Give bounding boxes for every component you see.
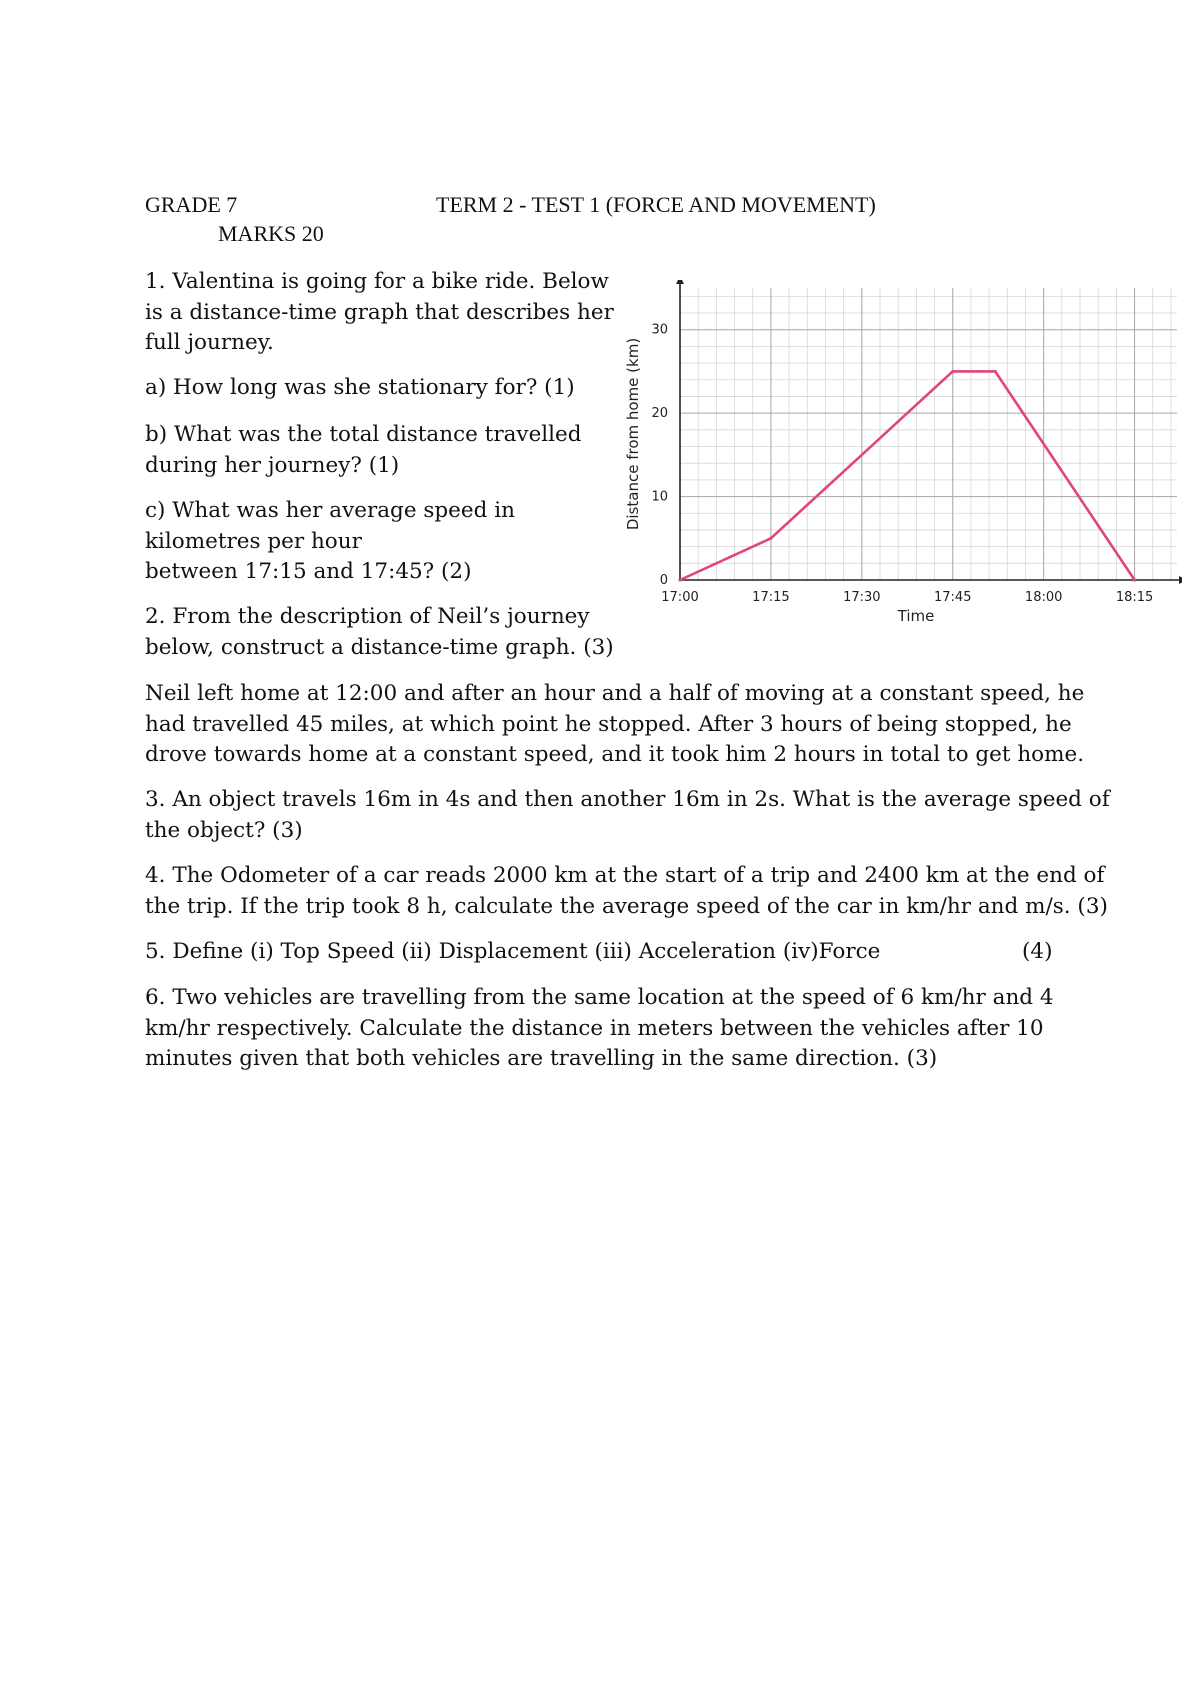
x-tick-label: 18:00 (1024, 590, 1063, 605)
data-point (678, 578, 681, 581)
question-5 (145, 937, 1060, 968)
q6-line: minutes given that both vehicles are travelling in the same direction. (3) (145, 1046, 938, 1071)
grid-major-lines (680, 288, 1177, 580)
q2-prompt-line: 2. From the description of Neil’s journey (145, 604, 590, 629)
q1c-line: c) What was her average speed in (145, 498, 515, 523)
q4-line: the trip. If the trip took 8 h, calculate the average speed of the car in km/hr and m/s. (3) (145, 893, 1108, 919)
q1c-line: between 17:15 and 17:45? (2) (145, 559, 472, 584)
data-point (994, 370, 997, 373)
question-4 (145, 861, 1108, 922)
x-tick-label: 17:00 (661, 590, 699, 605)
question-3 (145, 785, 1110, 846)
q1-intro-line: is a distance-time graph that describes her (145, 299, 614, 325)
x-tick-label: 17:15 (752, 590, 790, 605)
x-tick-label: 17:45 (934, 590, 972, 605)
q2-description-line: had travelled 45 miles, at which point he stopped. After 3 hours of being stopped, he (145, 711, 1072, 737)
q1-intro-line: full journey. (145, 330, 274, 355)
data-point (1133, 578, 1136, 581)
x-axis-arrow-icon (1179, 576, 1182, 584)
grade-label: GRADE 7 (145, 192, 238, 217)
y-tick-label: 20 (651, 406, 668, 422)
question-1 (145, 267, 614, 359)
grid-minor-lines (680, 288, 1177, 580)
y-axis-arrow-icon (676, 280, 684, 284)
marks-label: MARKS 20 (218, 221, 324, 246)
q3-line: 3. An object travels 16m in 4s and then another 16m in 2s. What is the average speed of (145, 787, 1110, 812)
tick-labels (651, 323, 1153, 605)
question-2-description (145, 679, 1085, 771)
term-title: TERM 2 - TEST 1 (FORCE AND MOVEMENT) (436, 192, 876, 217)
x-tick-label: 17:30 (843, 590, 881, 605)
series-line (680, 371, 1135, 580)
q1a-text: a) How long was she stationary for? (1) (145, 375, 575, 400)
series-group (678, 370, 1136, 582)
data-point (769, 537, 772, 540)
y-tick-label: 10 (651, 489, 668, 505)
y-axis-label: Distance from home (km) (624, 337, 642, 531)
question-1b (145, 420, 605, 481)
q1b-line: during her journey? (1) (145, 452, 400, 478)
x-axis-label: Time (897, 607, 935, 625)
q3-line: the object? (3) (145, 817, 303, 843)
question-1c (145, 496, 605, 588)
q5-marks: (4) (1022, 939, 1053, 964)
x-tick-label: 18:15 (1115, 590, 1154, 605)
q6-line: km/hr respectively. Calculate the distance in meters between the vehicles after 10 (145, 1015, 1044, 1041)
q6-line: 6. Two vehicles are travelling from the same location at the speed of 6 km/hr and 4 (145, 985, 1054, 1010)
data-point (951, 370, 954, 373)
q1c-line: kilometres per hour (145, 528, 362, 554)
question-2-prompt (145, 602, 614, 663)
question-6 (145, 983, 1060, 1075)
q4-line: 4. The Odometer of a car reads 2000 km at the start of a trip and 2400 km at the end of (145, 863, 1105, 888)
question-1a (145, 373, 605, 404)
y-tick-label: 0 (659, 573, 668, 588)
q1b-line: b) What was the total distance travelled (145, 422, 582, 447)
q2-description-line: drove towards home at a constant speed, and it took him 2 hours in total to get home. (145, 742, 1085, 767)
q2-prompt-line: below, construct a distance-time graph. (3) (145, 634, 614, 660)
q5-text: 5. Define (i) Top Speed (ii) Displacement (iii) Acceleration (iv)Force (145, 939, 881, 964)
q2-description-line: Neil left home at 12:00 and after an hour and a half of moving at a constant speed, he (145, 681, 1085, 706)
distance-time-graph (612, 280, 1182, 625)
y-tick-label: 30 (651, 322, 668, 338)
q1-intro-line: 1. Valentina is going for a bike ride. Below (145, 269, 609, 294)
